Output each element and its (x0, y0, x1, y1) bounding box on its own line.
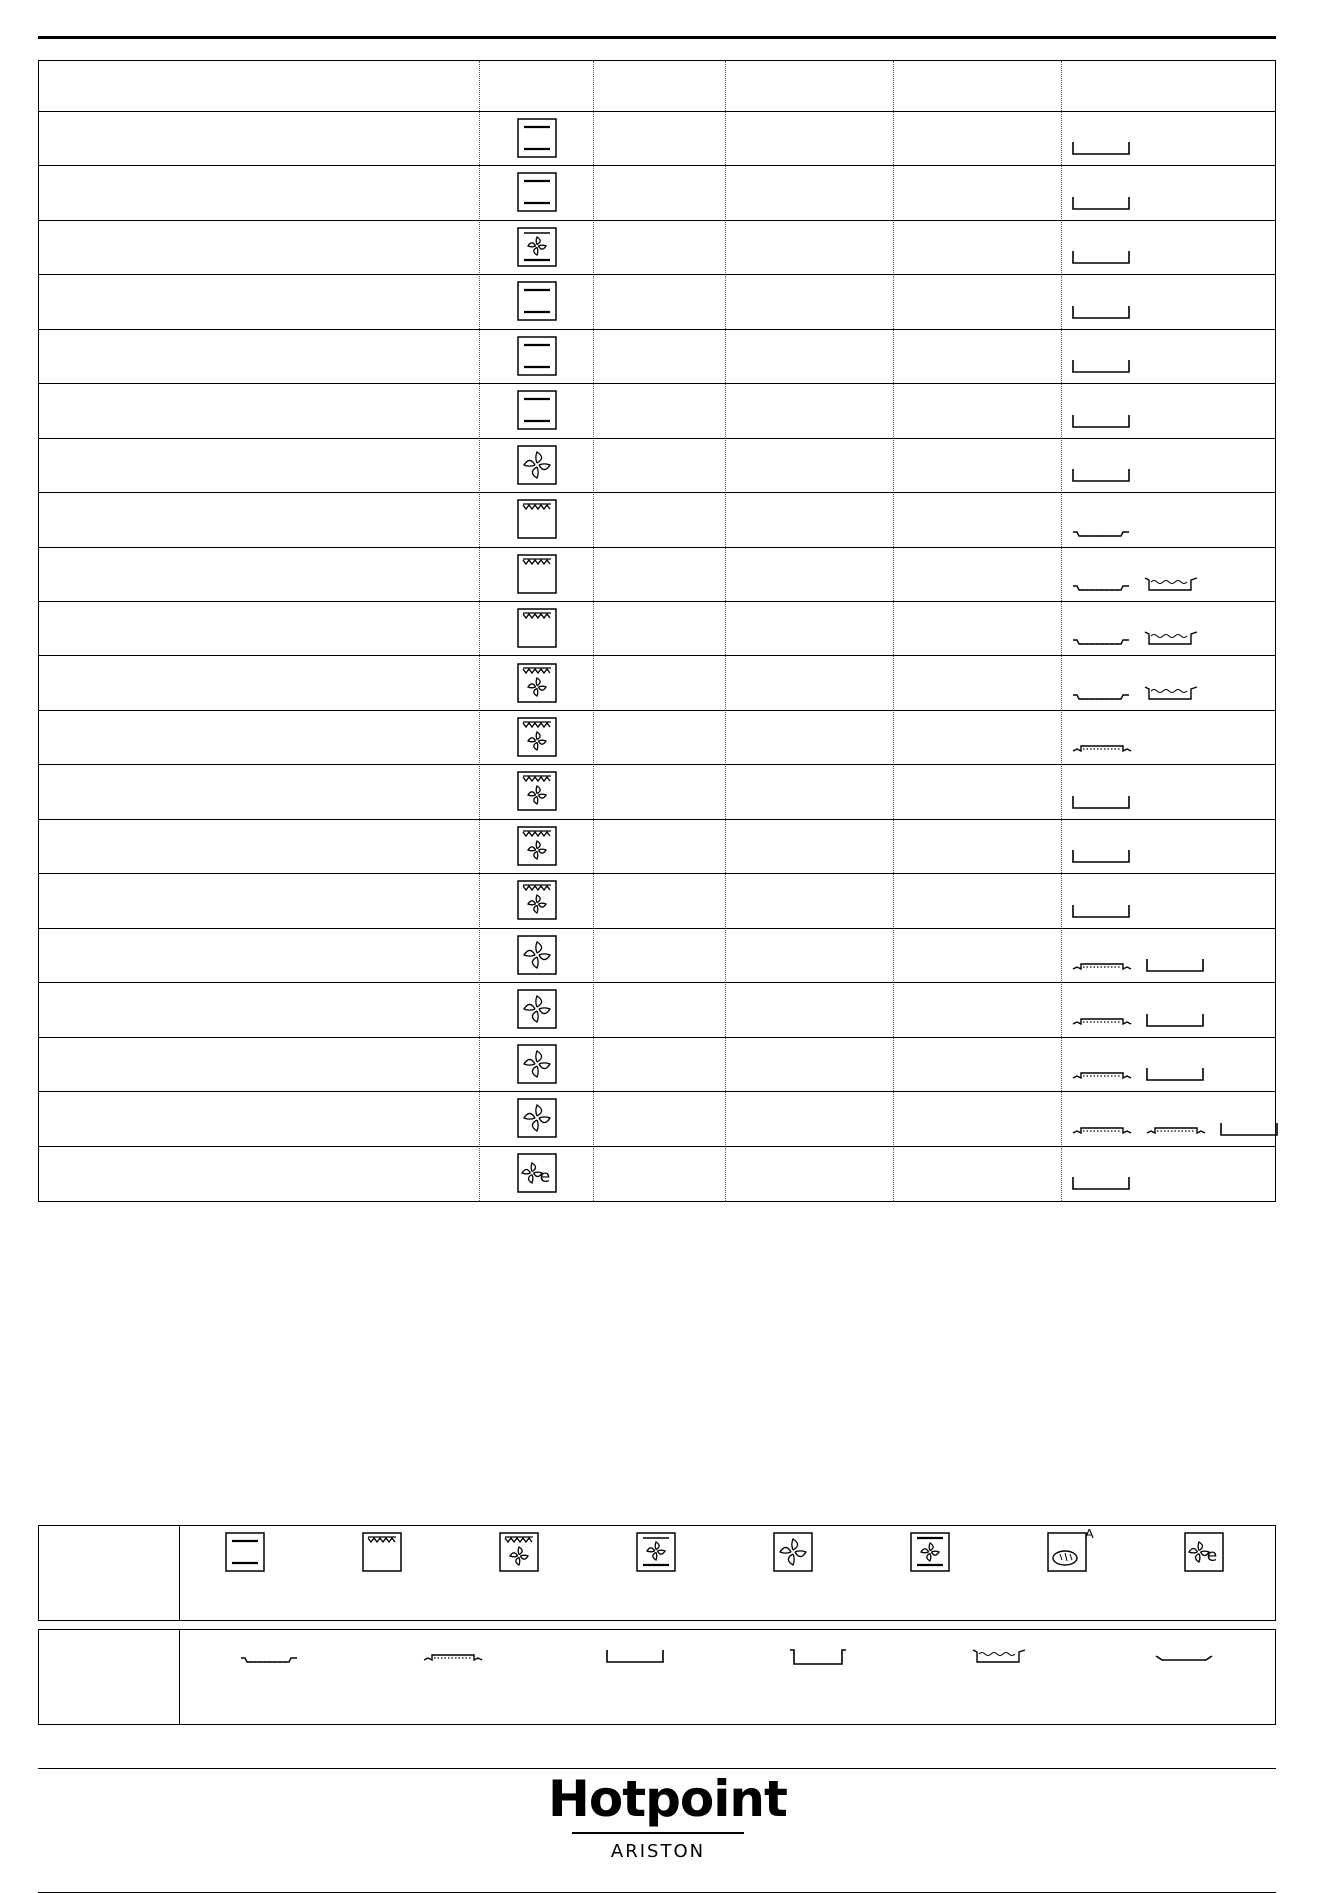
drip-tray-icon (1143, 628, 1199, 648)
tray-icon (1071, 356, 1131, 376)
turbo-grill-icon (517, 771, 557, 811)
conventional-icon (517, 336, 557, 376)
tray-icon (1071, 138, 1131, 158)
tray-icon (1071, 411, 1131, 431)
brand-sub: ARISTON (610, 1841, 706, 1862)
svg-text:e: e (1206, 1546, 1218, 1566)
table-row (39, 384, 1275, 438)
turbo-grill-icon (517, 663, 557, 703)
table-row (39, 929, 1275, 983)
grill-icon (517, 608, 557, 648)
tray-icon (1071, 302, 1131, 322)
table-row (39, 602, 1275, 656)
drip-tray-icon (1143, 574, 1199, 594)
wire-shelf-icon (239, 1646, 299, 1666)
tray-icon (1145, 1010, 1205, 1030)
forced-air-lower-icon (517, 227, 557, 267)
eco-fan-icon (1184, 1532, 1224, 1572)
table-row (39, 820, 1275, 874)
grill-rack-icon (1071, 1064, 1133, 1084)
functions-legend (38, 1525, 1276, 1621)
eco-fan-icon (517, 1153, 557, 1193)
footer-rule (38, 1768, 1276, 1769)
tray-icon (1071, 792, 1131, 812)
table-header-row (39, 61, 1275, 112)
table-row (39, 275, 1275, 329)
convection-fan-icon (773, 1532, 813, 1572)
drip-tray-icon (1143, 683, 1199, 703)
turbo-grill-icon (517, 880, 557, 920)
table-row (39, 166, 1275, 220)
convection-fan-icon (517, 1044, 557, 1084)
svg-text:e: e (539, 1166, 551, 1187)
grill-icon (517, 499, 557, 539)
accessories-legend (38, 1629, 1276, 1725)
forced-air-lower-icon (636, 1532, 676, 1572)
grill-rack-icon (1071, 1119, 1133, 1139)
legend-label-cell (39, 1526, 180, 1620)
grill-rack-icon (1071, 737, 1133, 757)
convection-fan-icon (517, 445, 557, 485)
conventional-icon (517, 172, 557, 212)
conventional-icon (225, 1532, 265, 1572)
conventional-icon (517, 281, 557, 321)
table-row (39, 657, 1275, 711)
bread-auto-icon (1047, 1526, 1094, 1572)
forced-air-full-icon (910, 1532, 950, 1572)
brand-underline (572, 1832, 744, 1834)
table-row (39, 548, 1275, 602)
table-row (39, 439, 1275, 493)
brand-logo (548, 1770, 787, 1862)
conventional-icon (517, 390, 557, 430)
convection-fan-icon (517, 935, 557, 975)
tray-icon (1145, 1064, 1205, 1084)
grill-rack-icon (1071, 1010, 1133, 1030)
grill-icon (362, 1532, 402, 1572)
drip-tray-icon (971, 1646, 1027, 1666)
cooking-table (38, 60, 1276, 1202)
tray-icon (1071, 193, 1131, 213)
turbo-grill-icon (517, 717, 557, 757)
grill-rack-icon (422, 1646, 484, 1666)
table-row (39, 874, 1275, 928)
legend-label-cell (39, 1630, 180, 1724)
tray-icon (1071, 1173, 1131, 1193)
deep-tray-icon (788, 1646, 848, 1666)
tray-icon (1071, 247, 1131, 267)
auto-badge: A (1085, 1526, 1094, 1541)
table-row (39, 221, 1275, 275)
wire-shelf-icon (1071, 683, 1131, 703)
tray-icon (1071, 465, 1131, 485)
tray-icon (1145, 955, 1205, 975)
tray-icon (1219, 1119, 1279, 1139)
wire-shelf-icon (1071, 520, 1131, 540)
table-row (39, 765, 1275, 819)
tray-icon (1071, 901, 1131, 921)
table-row (39, 1092, 1275, 1146)
conventional-icon (517, 118, 557, 158)
grill-icon (517, 554, 557, 594)
table-row (39, 1038, 1275, 1092)
wire-shelf-icon (1071, 574, 1131, 594)
turbo-grill-icon (499, 1532, 539, 1572)
brand-name: Hotpoint (548, 1770, 787, 1828)
table-row (39, 112, 1275, 166)
table-row (39, 711, 1275, 765)
grill-rack-icon (1145, 1119, 1207, 1139)
table-row (39, 330, 1275, 384)
convection-fan-icon (517, 1098, 557, 1138)
turbo-grill-icon (517, 826, 557, 866)
convection-fan-icon (517, 989, 557, 1029)
baking-tray-icon (1154, 1646, 1214, 1666)
table-row (39, 493, 1275, 547)
tray-icon (605, 1646, 665, 1666)
tray-icon (1071, 846, 1131, 866)
wire-shelf-icon (1071, 628, 1131, 648)
top-rule (38, 36, 1276, 39)
table-row (39, 1147, 1275, 1201)
grill-rack-icon (1071, 955, 1133, 975)
table-row (39, 983, 1275, 1037)
